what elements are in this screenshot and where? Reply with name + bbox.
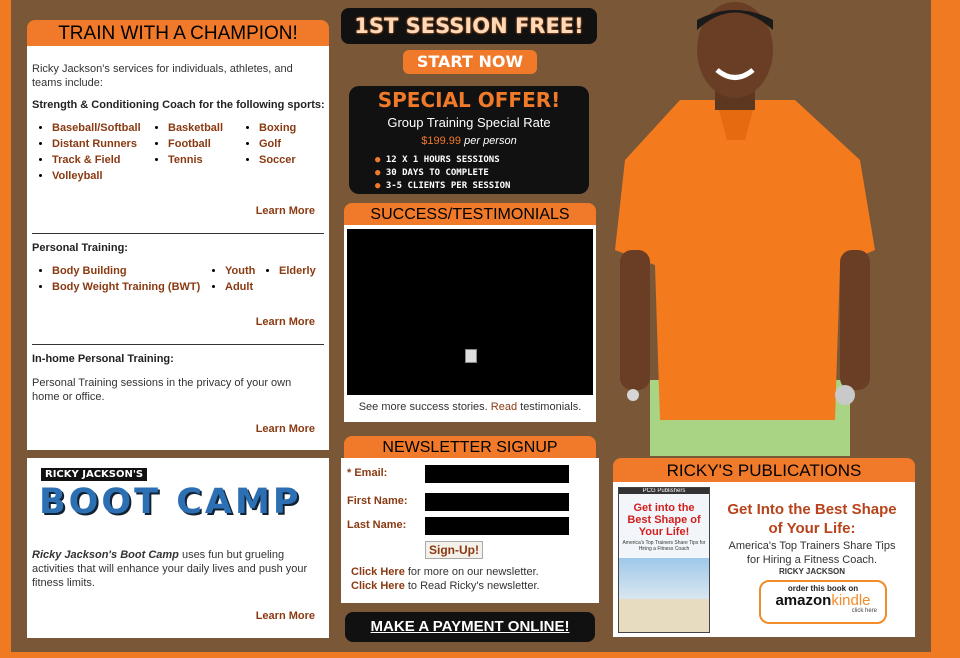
last-name-field[interactable] (425, 517, 569, 535)
offer-text: 12 X 1 HOURS SESSIONS (385, 155, 500, 165)
book-title: Get into the Best Shape of Your Life! (627, 502, 701, 538)
bullet-icon: ● (375, 168, 386, 178)
start-now-label: START NOW (416, 52, 524, 71)
first-session-banner[interactable] (341, 8, 597, 44)
newsletter-line-2-text: to Read Ricky's newsletter. (404, 580, 540, 592)
list-item-link[interactable]: Football (168, 138, 211, 150)
testimonials-title: SUCCESS/TESTIMONIALS (370, 206, 570, 223)
sports-list-3 (239, 122, 296, 170)
sports-list-1 (32, 122, 141, 186)
newsletter-title: NEWSLETTER SIGNUP (382, 439, 558, 456)
pub-sub: America's Top Trainers Share Tips for Hiring a Fitness Coach. (728, 540, 896, 566)
newsletter-line-1 (351, 566, 539, 578)
kindle-word: kindle (831, 592, 871, 609)
list-item (52, 265, 200, 277)
shirt-shape (615, 100, 875, 420)
amazon-word: amazon (775, 592, 832, 609)
list-item-link[interactable]: Track & Field (52, 154, 121, 166)
train-title: TRAIN WITH A CHAMPION! (58, 23, 298, 44)
book-publisher: PCG Publishers (619, 488, 709, 494)
inhome-text: Personal Training sessions in the privacy of your own home or office. (32, 377, 292, 403)
publications-panel (613, 482, 915, 637)
testimonials-links (344, 401, 596, 413)
special-offer-box[interactable] (349, 86, 589, 194)
testimonial-video[interactable] (347, 229, 593, 395)
amazon-click: click here (851, 608, 877, 614)
first-session-text: 1ST SESSION FREE! (354, 14, 584, 38)
services-panel (27, 46, 329, 450)
amazon-kindle-button[interactable] (759, 580, 887, 624)
bootcamp-text (32, 548, 317, 590)
newsletter-tab (344, 436, 596, 458)
list-item (168, 154, 223, 166)
bootcamp-desc: uses fun but grueling activities that will enhance your daily lives and push your fitness limits. (32, 549, 308, 589)
list-item (225, 281, 255, 293)
list-item-link[interactable]: Tennis (168, 154, 203, 166)
list-item (168, 138, 223, 150)
list-item-link[interactable]: Distant Runners (52, 138, 137, 150)
list-item (52, 170, 141, 182)
newsletter-line-2 (351, 580, 540, 592)
personal-list-3 (259, 265, 316, 281)
book-subtitle: America's Top Trainers Share Tips for Hiring a Fitness Coach (622, 540, 706, 552)
learn-more-bootcamp[interactable]: Learn More (255, 610, 315, 622)
publications-tab (613, 458, 915, 482)
list-item-link[interactable]: Volleyball (52, 170, 103, 182)
broken-image-icon (465, 349, 477, 363)
offer-list (375, 154, 510, 193)
book-beach (619, 558, 709, 632)
bootcamp-logo-main: BOOT CAMP (39, 482, 302, 522)
bullet-icon: ● (375, 155, 386, 165)
per-person: per person (464, 135, 517, 147)
bootcamp-logo-top: RICKY JACKSON'S (41, 468, 147, 481)
list-item-link[interactable]: Adult (225, 281, 254, 293)
first-name-label: First Name: (347, 495, 408, 507)
bootcamp-panel (27, 458, 329, 638)
list-item-link[interactable]: Boxing (259, 122, 297, 134)
divider (32, 344, 324, 345)
list-item-link[interactable]: Soccer (259, 154, 296, 166)
offer-text: 3-5 CLIENTS PER SESSION (385, 181, 511, 191)
newsletter-more-link[interactable]: Click Here (351, 566, 405, 578)
newsletter-panel (341, 458, 599, 603)
email-label: * Email: (347, 467, 388, 479)
list-item-link[interactable]: Golf (259, 138, 281, 150)
list-item-link[interactable]: Baseball/Softball (52, 122, 141, 134)
read-testimonials-link[interactable]: Read (490, 401, 518, 413)
list-item-link[interactable]: Basketball (168, 122, 224, 134)
offer-text: 30 DAYS TO COMPLETE (385, 168, 489, 178)
payment-button[interactable] (345, 612, 595, 642)
services-intro: Ricky Jackson's services for individuals, athletes, and teams include: (32, 63, 293, 89)
publications-title: RICKY'S PUBLICATIONS (666, 461, 862, 480)
personal-list-2 (205, 265, 255, 297)
list-item-link[interactable]: Youth (225, 265, 256, 277)
price: $199.99 (421, 135, 462, 147)
offer-item (375, 167, 510, 180)
testimonials-suffix: testimonials. (517, 401, 582, 413)
email-field[interactable] (425, 465, 569, 483)
personal-heading: Personal Training: (32, 242, 128, 254)
list-item (52, 138, 141, 150)
book-cover[interactable] (618, 487, 710, 633)
bottom-divider (11, 652, 931, 658)
list-item-link[interactable]: Body Weight Training (BWT) (52, 281, 201, 293)
learn-more-personal[interactable]: Learn More (255, 316, 315, 328)
list-item (259, 154, 296, 166)
list-item (52, 154, 141, 166)
trainer-figure (605, 0, 885, 456)
testimonials-prefix: See more success stories. (358, 401, 491, 413)
price-line (349, 135, 589, 147)
newsletter-line-1-text: for more on our newsletter. (404, 566, 539, 578)
offer-item (375, 180, 510, 193)
start-now-button[interactable] (403, 50, 537, 74)
list-item (279, 265, 316, 277)
amazon-logo (761, 593, 885, 608)
signup-button[interactable]: Sign-Up! (425, 541, 483, 559)
page-frame (11, 0, 931, 658)
strength-heading: Strength & Conditioning Coach for the following sports: (32, 99, 325, 111)
inhome-heading: In-home Personal Training: (32, 353, 174, 365)
list-item (52, 122, 141, 134)
learn-more-strength[interactable]: Learn More (255, 205, 315, 217)
group-rate: Group Training Special Rate (387, 115, 551, 130)
list-item (225, 265, 255, 277)
list-item (259, 138, 296, 150)
testimonials-panel (344, 225, 596, 422)
hero-photo (605, 0, 885, 456)
learn-more-inhome[interactable]: Learn More (255, 423, 315, 435)
bullet-icon: ● (375, 181, 386, 191)
bootcamp-name: Ricky Jackson's Boot Camp (32, 549, 179, 561)
list-item (52, 281, 200, 293)
amazon-top: order this book on (787, 584, 859, 593)
testimonials-tab (344, 203, 596, 225)
train-tab (27, 20, 329, 46)
special-offer-title: SPECIAL OFFER! (377, 88, 561, 112)
payment-label: MAKE A PAYMENT ONLINE! (370, 618, 570, 635)
list-item-link[interactable]: Body Building (52, 265, 127, 277)
list-item (168, 122, 223, 134)
divider (32, 233, 324, 234)
sports-list-2 (148, 122, 223, 170)
offer-item (375, 154, 510, 167)
personal-list-1 (32, 265, 200, 297)
first-name-field[interactable] (425, 493, 569, 511)
list-item (259, 122, 296, 134)
newsletter-read-link[interactable]: Click Here (351, 580, 405, 592)
pub-author: RICKY JACKSON (778, 567, 846, 576)
bootcamp-logo[interactable] (39, 466, 319, 531)
pub-headline: Get Into the Best Shape of Your Life: (727, 501, 897, 537)
last-name-label: Last Name: (347, 519, 407, 531)
list-item-link[interactable]: Elderly (279, 265, 316, 277)
